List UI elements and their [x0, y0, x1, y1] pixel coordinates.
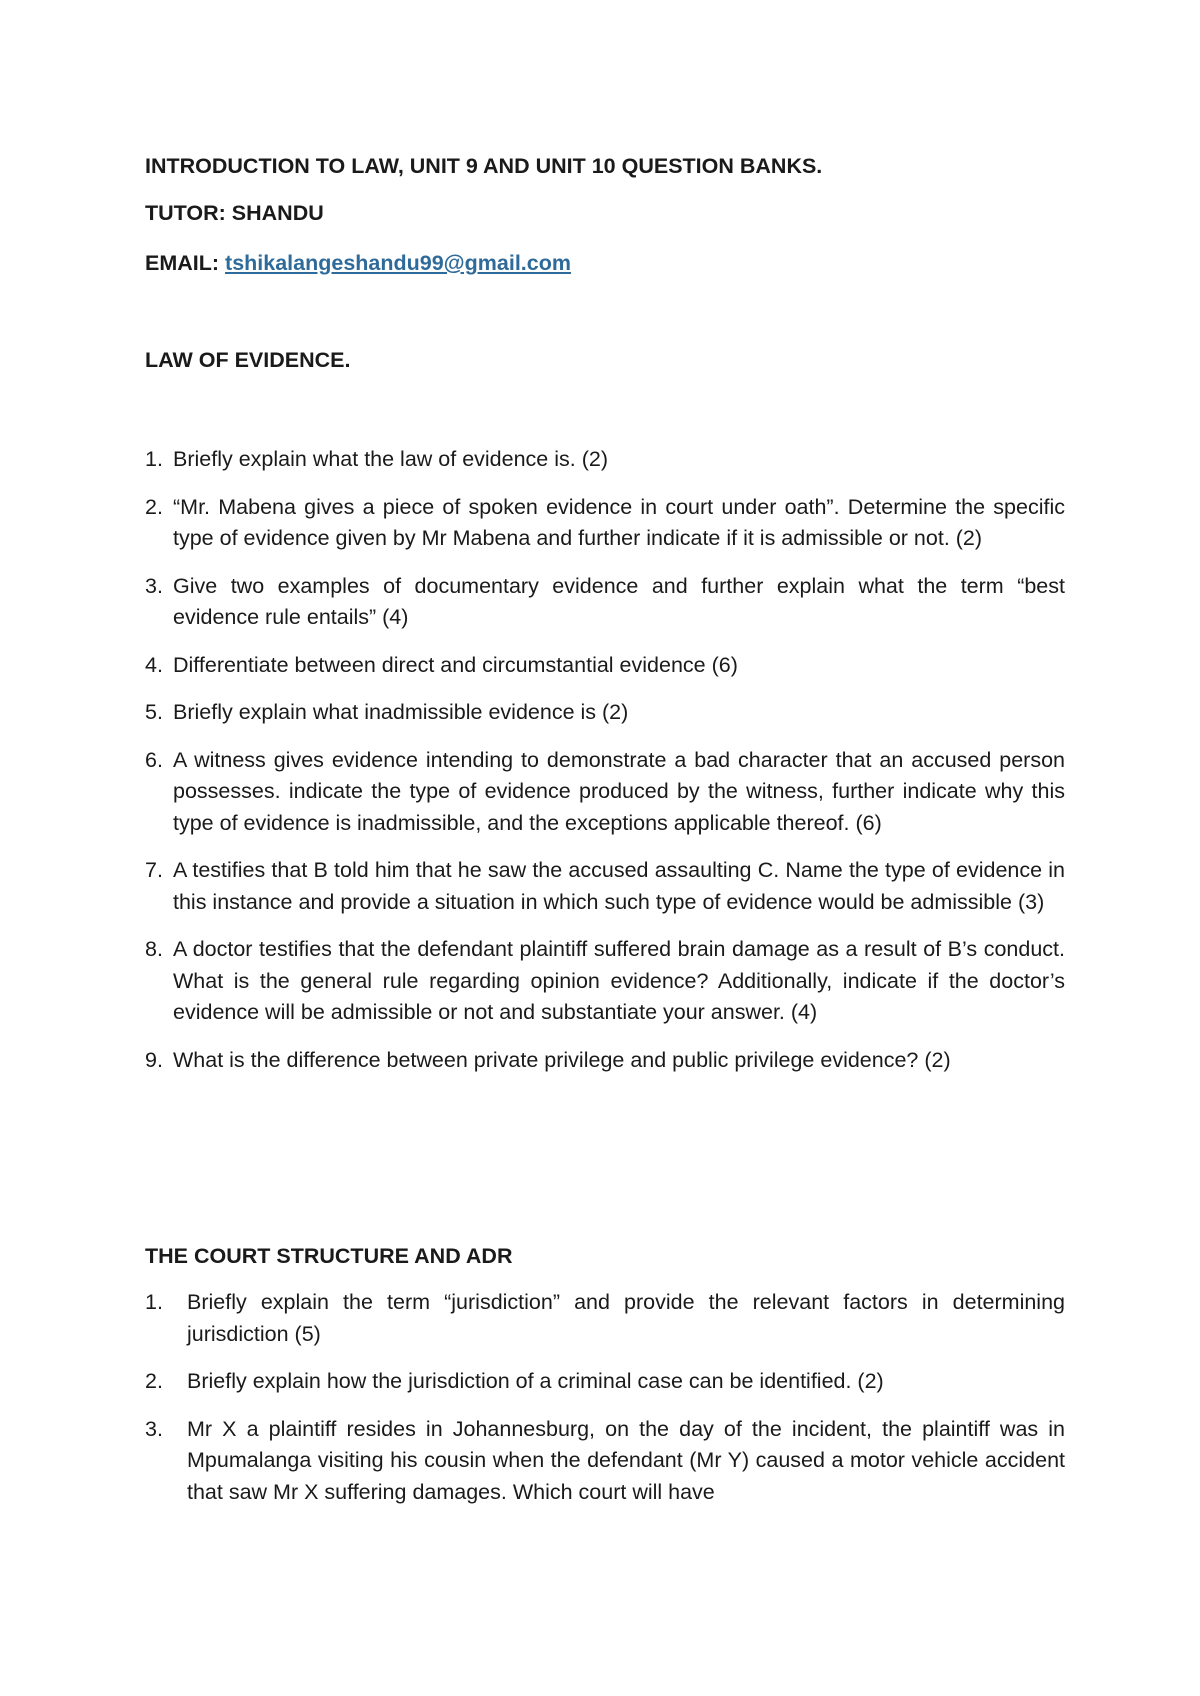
item-text: A testifies that B told him that he saw the accused assaulting C. Name the type of evidence in this instance and provide a situation in which such type of evidence would be admissible (3) — [173, 858, 1065, 914]
list-item — [145, 1045, 1065, 1077]
item-text: Briefly explain what inadmissible evidence is (2) — [173, 700, 629, 724]
list-item — [145, 1287, 1065, 1350]
evidence-question-list — [145, 444, 1065, 1092]
item-text: What is the difference between private privilege and public privilege evidence? (2) — [173, 1047, 951, 1072]
item-text: Give two examples of documentary evidence and further explain what the term “best evidence rule entails” (4) — [173, 573, 1065, 629]
court-question-list — [145, 1287, 1065, 1524]
section-title-evidence: LAW OF EVIDENCE. — [145, 348, 351, 372]
email-label: EMAIL: — [145, 251, 220, 275]
item-text: Briefly explain the term “jurisdiction” and provide the relevant factors in determining jurisdiction (5) — [187, 1290, 1065, 1346]
document-title: INTRODUCTION TO LAW, UNIT 9 AND UNIT 10 QUESTION BANKS. — [145, 154, 823, 178]
tutor-line: TUTOR: SHANDU — [145, 201, 324, 225]
list-item — [145, 697, 1065, 729]
item-number: 7. — [145, 858, 163, 882]
email-line — [145, 247, 571, 279]
item-text: A witness gives evidence intending to demonstrate a bad character that an accused person possesses. indicate the type of evidence produced by the witness, further indicate why this type of evidence is inadmissible, and the exceptions applicable thereof. (6) — [173, 747, 1065, 835]
list-item — [145, 855, 1065, 918]
item-text: Briefly explain what the law of evidence is. (2) — [173, 447, 608, 471]
item-text: Mr X a plaintiff resides in Johannesburg, on the day of the incident, the plaintiff was in Mpumalanga visiting his cousin when the defendant (Mr Y) caused a motor vehicle accident that saw Mr X suffering damages. Which court will have — [187, 1416, 1065, 1504]
list-item — [145, 934, 1065, 1029]
email-link[interactable]: tshikalangeshandu99@gmail.com — [225, 251, 571, 275]
item-number: 3. — [145, 573, 163, 598]
item-number: 2. — [145, 1369, 163, 1393]
list-item — [145, 444, 1065, 476]
list-item — [145, 1366, 1065, 1398]
item-number: 2. — [145, 494, 163, 519]
list-item — [145, 492, 1065, 555]
item-text: A doctor testifies that the defendant plaintiff suffered brain damage as a result of B’s conduct. What is the general rule regarding opinion evidence? Additionally, indicate if the doctor’s evidence will be admissible or not and substantiate your answer. (4) — [173, 937, 1065, 1024]
item-number: 3. — [145, 1416, 163, 1441]
list-item — [145, 1414, 1065, 1509]
list-item — [145, 650, 1065, 682]
item-text: “Mr. Mabena gives a piece of spoken evidence in court under oath”. Determine the specific type of evidence given by Mr Mabena and further indicate if it is admissible or not. (2) — [173, 494, 1065, 550]
item-number: 9. — [145, 1047, 163, 1072]
section-title-court: THE COURT STRUCTURE AND ADR — [145, 1244, 513, 1268]
item-number: 5. — [145, 700, 163, 724]
item-text: Differentiate between direct and circumstantial evidence (6) — [173, 652, 738, 677]
item-number: 1. — [145, 1290, 163, 1314]
item-number: 8. — [145, 937, 163, 961]
list-item — [145, 745, 1065, 840]
item-number: 1. — [145, 447, 163, 471]
item-number: 4. — [145, 652, 163, 677]
list-item — [145, 571, 1065, 634]
item-text: Briefly explain how the jurisdiction of a criminal case can be identified. (2) — [187, 1369, 884, 1393]
item-number: 6. — [145, 747, 163, 772]
